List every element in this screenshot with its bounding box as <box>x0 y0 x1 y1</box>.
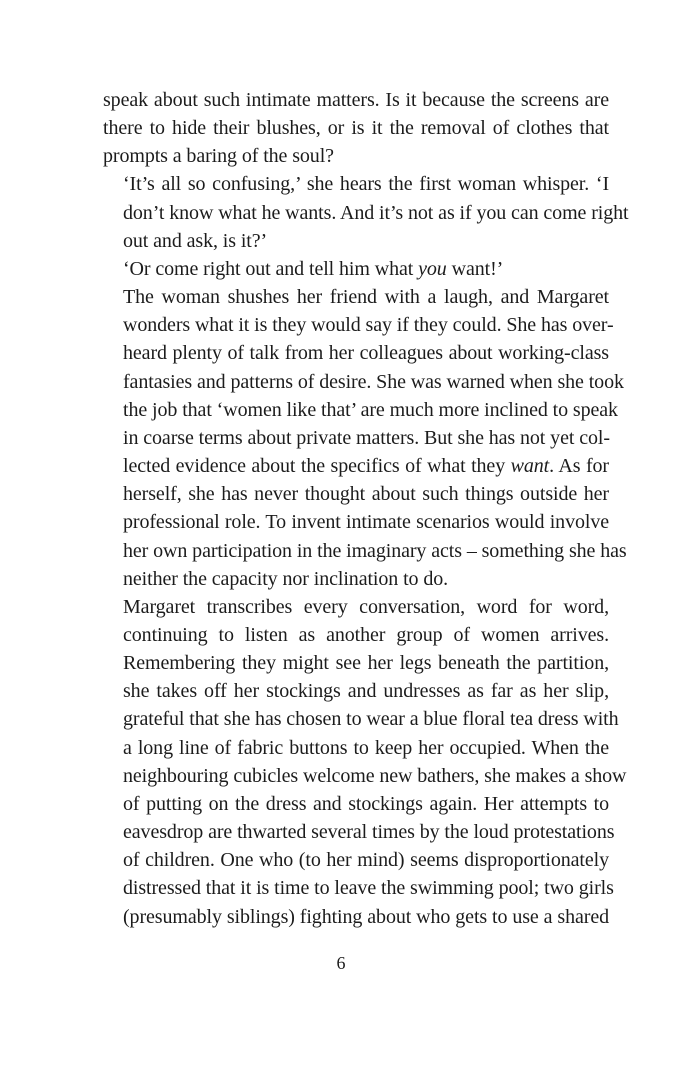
paragraph-1 <box>103 86 609 170</box>
paragraph-5 <box>103 593 627 931</box>
text-line: heard plenty of talk from her colleagues about working-class <box>123 342 609 365</box>
text-line: herself, she has never thought about such things outside her <box>123 483 609 506</box>
text-line <box>103 452 609 480</box>
text-line: there to hide their blushes, or is it the removal of clothes that <box>103 117 609 140</box>
text-line: of putting on the dress and stockings again. Her attempts to <box>123 792 609 815</box>
text-line: she takes off her stockings and undresses as far as her slip, <box>123 680 609 703</box>
text-line: prompts a baring of the soul? <box>103 145 334 168</box>
text-line: ‘It’s all so confusing,’ she hears the first woman whisper. ‘I <box>123 173 609 196</box>
paragraph-3 <box>103 255 609 283</box>
text-line: neighbouring cubicles welcome new bathers, she makes a show <box>123 764 627 787</box>
text-line: Remembering they might see her legs beneath the partition, <box>123 652 609 675</box>
body-text <box>103 86 629 931</box>
text-run: lected evidence about the specifics of what they <box>123 455 511 478</box>
text-line: of children. One who (to her mind) seems disproportionately <box>123 849 609 872</box>
text-line: the job that ‘women like that’ are much more inclined to speak <box>123 398 618 421</box>
paragraph-2 <box>103 170 629 254</box>
paragraph-4 <box>103 283 627 593</box>
text-run: ‘Or come right out and tell him what <box>123 257 419 280</box>
text-line: speak about such intimate matters. Is it because the screens are <box>103 89 609 111</box>
text-line: in coarse terms about private matters. But she has not yet col- <box>123 426 610 449</box>
text-line: distressed that it is time to leave the swimming pool; two girls <box>123 877 614 900</box>
text-line: out and ask, is it?’ <box>123 229 268 252</box>
text-line <box>103 255 609 283</box>
text-line: a long line of fabric buttons to keep her occupied. When the <box>123 736 609 759</box>
emphasis: want <box>510 455 550 478</box>
text-line: eavesdrop are thwarted several times by the loud protestations <box>123 821 615 844</box>
text-line: The woman shushes her friend with a laugh, and Margaret <box>123 286 609 309</box>
text-line: continuing to listen as another group of women arrives. <box>123 623 609 646</box>
text-line: professional role. To invent intimate scenarios would involve <box>123 511 609 534</box>
text-line: wonders what it is they would say if they could. She has over- <box>123 314 614 337</box>
page-number: 6 <box>336 953 346 973</box>
text-line: neither the capacity nor inclination to do. <box>123 567 449 590</box>
text-line: Margaret transcribes every conversation, word for word, <box>123 595 609 618</box>
text-line: her own participation in the imaginary acts – something she has <box>123 539 627 562</box>
text-run: . As for <box>549 455 609 478</box>
emphasis: you <box>418 257 447 280</box>
text-run: want!’ <box>446 257 504 280</box>
text-line: grateful that she has chosen to wear a blue floral tea dress with <box>123 708 619 731</box>
text-line: fantasies and patterns of desire. She was warned when she took <box>123 370 624 393</box>
text-line: don’t know what he wants. And it’s not as if you can come right <box>123 201 629 224</box>
text-line: (presumably siblings) fighting about who gets to use a shared <box>123 905 609 928</box>
